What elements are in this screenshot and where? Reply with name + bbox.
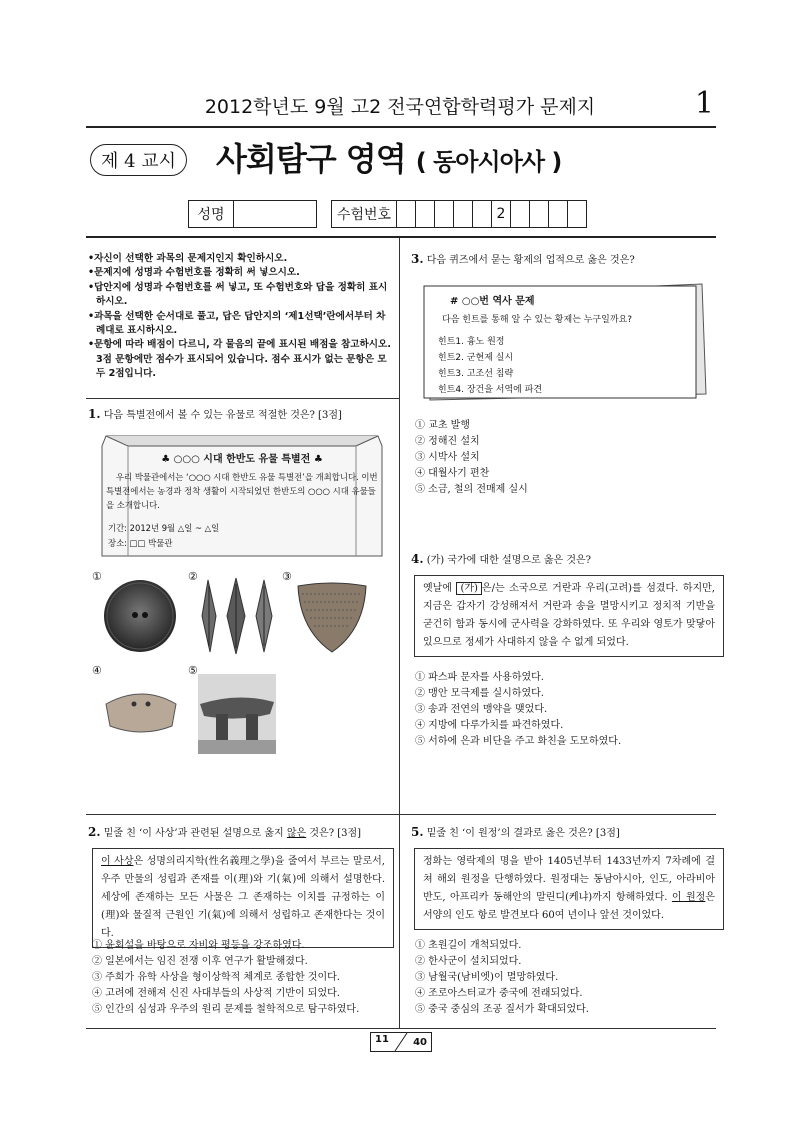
passage-text: 옛날에 [423, 583, 457, 594]
question-3 [411, 252, 716, 268]
exam-number-cell[interactable] [416, 201, 435, 228]
option-item[interactable]: ④ 고려에 전해져 신진 사대부들의 사상적 기반이 되었다. [92, 988, 340, 999]
exam-number-cell[interactable] [511, 201, 530, 228]
exhibition-card [98, 432, 386, 560]
question-text: 것은? [3점] [306, 828, 362, 839]
passage-text: 은 성명의리지학(性名義理之學)을 줄여서 부르는 말로서, 우주 만물의 성립과 존재를 이(理)와 기(氣)에 의해서 설명한다. 세상에 존재하는 모든 사물은 그 존재하는 이치를 규정하는 이(理)와 물질적 근원인 기(氣)에 의해서 성립하고 존재한다는 것이다. [101, 856, 385, 939]
option-item[interactable]: ① 파스파 문자를 사용하였다. [415, 672, 544, 683]
options-list [92, 938, 397, 1018]
question-text: 밑줄 친 ‘이 원정’의 결과로 옳은 것은? [3점] [426, 828, 620, 839]
question-number: 2. [88, 825, 101, 839]
notice-item: •자신이 선택한 과목의 문제지인지 확인하시오. [88, 253, 288, 264]
exam-number-cell[interactable] [568, 201, 587, 228]
name-label: 성명 [189, 201, 234, 228]
option-item[interactable]: ⑤ 중국 중심의 조공 질서가 확대되었다. [415, 1004, 589, 1015]
choice-label[interactable]: ④ [92, 664, 102, 677]
bronze-mirror-image [102, 578, 178, 654]
header-rule [86, 126, 716, 128]
notice-item: •과목을 선택한 순서대로 풀고, 답은 답안지의 ‘제1선택’란에서부터 차례대로 표시하시오. [88, 310, 386, 337]
quiz-title: # ○○번 역사 문제 [450, 296, 535, 307]
underlined-term: 이 원정 [671, 892, 706, 903]
choice-label[interactable]: ② [188, 570, 198, 583]
exam-number-cell[interactable] [435, 201, 454, 228]
question-text: 밑줄 친 ‘이 사상’과 관련된 설명으로 옳지 [103, 828, 287, 839]
card-body: 우리 박물관에서는 ‘○○○ 시대 한반도 유물 특별전’을 개최합니다. 이번 특별전에서는 농경과 정착 생활이 시작되었던 한반도의 ○○○ 시대 유물들을 소개합니다. [106, 472, 378, 510]
options-list [415, 670, 715, 750]
choice-label[interactable]: ③ [282, 570, 292, 583]
bottom-divider [86, 1028, 716, 1029]
hint-item: 힌트1. 흉노 원정 [438, 337, 505, 347]
hint-item: 힌트2. 군현제 실시 [438, 353, 514, 363]
option-item[interactable]: ③ 주희가 유학 사상을 형이상학적 체계로 종합한 것이다. [92, 972, 340, 983]
option-item[interactable]: ① 교초 발행 [415, 420, 470, 431]
exam-number-cell[interactable] [549, 201, 568, 228]
option-item[interactable]: ② 한사군이 설치되었다. [415, 956, 522, 967]
notice-divider [86, 398, 399, 399]
option-item[interactable]: ③ 남월국(남비엣)이 멸망하였다. [415, 972, 559, 983]
exam-number-box [331, 200, 587, 228]
notice-item: •문제지에 성명과 수험번호를 정확히 써 넣으시오. [88, 267, 300, 279]
question-text: (가) 국가에 대한 설명으로 옳은 것은? [426, 555, 592, 566]
option-item[interactable]: ⑤ 인간의 심성과 우주의 원리 문제를 철학적으로 탐구하였다. [92, 1004, 360, 1015]
passage-box [414, 848, 724, 930]
current-page: 11 [375, 1034, 389, 1045]
hint-item: 힌트4. 장건을 서역에 파견 [438, 385, 543, 395]
question-5 [411, 825, 716, 841]
question-1 [88, 407, 393, 423]
exam-header-title: 2012학년도 9월 고2 전국연합학력평가 문제지 [204, 96, 596, 118]
option-item[interactable]: ① 윤회설을 바탕으로 자비와 평등을 강조하였다. [92, 940, 305, 951]
subject-name: 사회탐구 영역 [216, 140, 406, 178]
question-number: 3. [411, 252, 424, 266]
passage-text: 은 서양의 인도 항로 발견보다 60여 년이나 앞선 것이었다. [423, 892, 715, 921]
exam-number-cell[interactable] [397, 201, 416, 228]
question-number: 1. [88, 407, 101, 421]
passage-box [92, 848, 394, 948]
card-place: 장소: □□ 박물관 [108, 538, 173, 548]
option-item[interactable]: ④ 대월사기 편찬 [415, 468, 490, 479]
hint-item: 힌트3. 고조선 침략 [438, 369, 514, 379]
option-item[interactable]: ④ 지방에 다루가치를 파견하였다. [415, 720, 564, 731]
notice-item: •답안지에 성명과 수험번호를 써 넣고, 또 수험번호와 답을 정확히 표시하시오. [88, 281, 388, 308]
bronze-daggers-image [196, 576, 276, 656]
exam-number-cell[interactable] [473, 201, 492, 228]
total-pages: 40 [413, 1037, 427, 1048]
notice-item: •문항에 따라 배점이 다르니, 각 물음의 끝에 표시된 배점을 참고하시오. 3점 문항에만 점수가 표시되어 있습니다. 점수 표시가 없는 문항은 모두 2점입니다. [88, 339, 391, 380]
passage-text: 은/는 소국으로 거란과 우리(고려)를 섬겼다. 하지만, 지금은 갑자기 강성해져서 거란과 송을 멸망시키고 정치적 기반을 굳건히 함과 동시에 군사력을 강화하였다. 또 우리와 영토가 맞닿아 있으므로 정세가 사대하지 않을 수 없게 되었다. [423, 583, 715, 648]
option-item[interactable]: ① 초원길이 개척되었다. [415, 940, 522, 951]
page-counter [370, 1032, 432, 1052]
question-number: 4. [411, 552, 424, 566]
stone-knife-image [102, 674, 180, 744]
underlined-term: 이 사상 [101, 856, 134, 867]
card-period: 기간: 2012년 9월 △일 ~ △일 [108, 523, 220, 533]
column-divider [399, 238, 400, 1028]
passage-text: 정화는 영락제의 명을 받아 1405년부터 1433년까지 7차례에 걸쳐 해외 원정을 단행하였다. 원정대는 동남아시아, 인도, 아라비아 반도, 아프리카 동해안의 말린디(케냐)까지 항해하였다. [423, 856, 715, 903]
question-text: 다음 특별전에서 볼 수 있는 유물로 적절한 것은? [3점] [103, 410, 342, 421]
page-number: 1 [694, 86, 714, 121]
options-list [415, 418, 715, 498]
period-label: 제 4 교시 [90, 144, 187, 176]
mid-divider [86, 814, 716, 815]
option-item[interactable]: ④ 조로아스터교가 중국에 전래되었다. [415, 988, 583, 999]
question-text: 다음 퀴즈에서 묻는 황제의 업적으로 옳은 것은? [426, 255, 635, 266]
question-4 [411, 552, 716, 568]
exam-number-cell[interactable] [454, 201, 473, 228]
option-item[interactable]: ② 일본에서는 임진 전쟁 이후 연구가 활발해졌다. [92, 956, 308, 967]
choice-label[interactable]: ① [92, 570, 102, 583]
hint-list [438, 334, 542, 398]
quiz-card [420, 278, 710, 406]
option-item[interactable]: ⑤ 서하에 은과 비단을 주고 화친을 도모하였다. [415, 736, 622, 747]
question-2 [88, 825, 393, 841]
card-title: ♣ ○○○ 시대 한반도 유물 특별전 ♣ [161, 454, 323, 465]
option-item[interactable]: ③ 송과 전연의 맹약을 맺었다. [415, 704, 548, 715]
quiz-question: 다음 힌트를 통해 알 수 있는 황제는 누구일까요? [442, 315, 632, 325]
top-divider [86, 236, 716, 238]
comb-pattern-pottery-image [292, 580, 372, 656]
passage-box [414, 575, 724, 657]
option-item[interactable]: ② 맹안 모극제를 실시하였다. [415, 688, 544, 699]
dolmen-image [198, 674, 276, 754]
name-box [188, 200, 317, 228]
option-item[interactable]: ② 정해진 설치 [415, 436, 480, 447]
exam-notices [86, 252, 391, 382]
exam-number-label: 수험번호 [332, 201, 397, 228]
option-item[interactable]: ⑤ 소금, 철의 전매제 실시 [415, 484, 528, 495]
choice-label[interactable]: ⑤ [188, 664, 198, 677]
subject-subname: ( 동아시아사 ) [415, 148, 562, 176]
subject-title [216, 134, 561, 180]
boxed-term: (가) [456, 582, 481, 595]
question-text-emphasis: 않은 [286, 828, 307, 839]
question-number: 5. [411, 825, 424, 839]
name-field[interactable] [234, 201, 317, 228]
option-item[interactable]: ③ 시박사 설치 [415, 452, 480, 463]
exam-number-fixed-digit: 2 [492, 201, 511, 228]
options-list [415, 938, 715, 1018]
exam-number-cell[interactable] [530, 201, 549, 228]
